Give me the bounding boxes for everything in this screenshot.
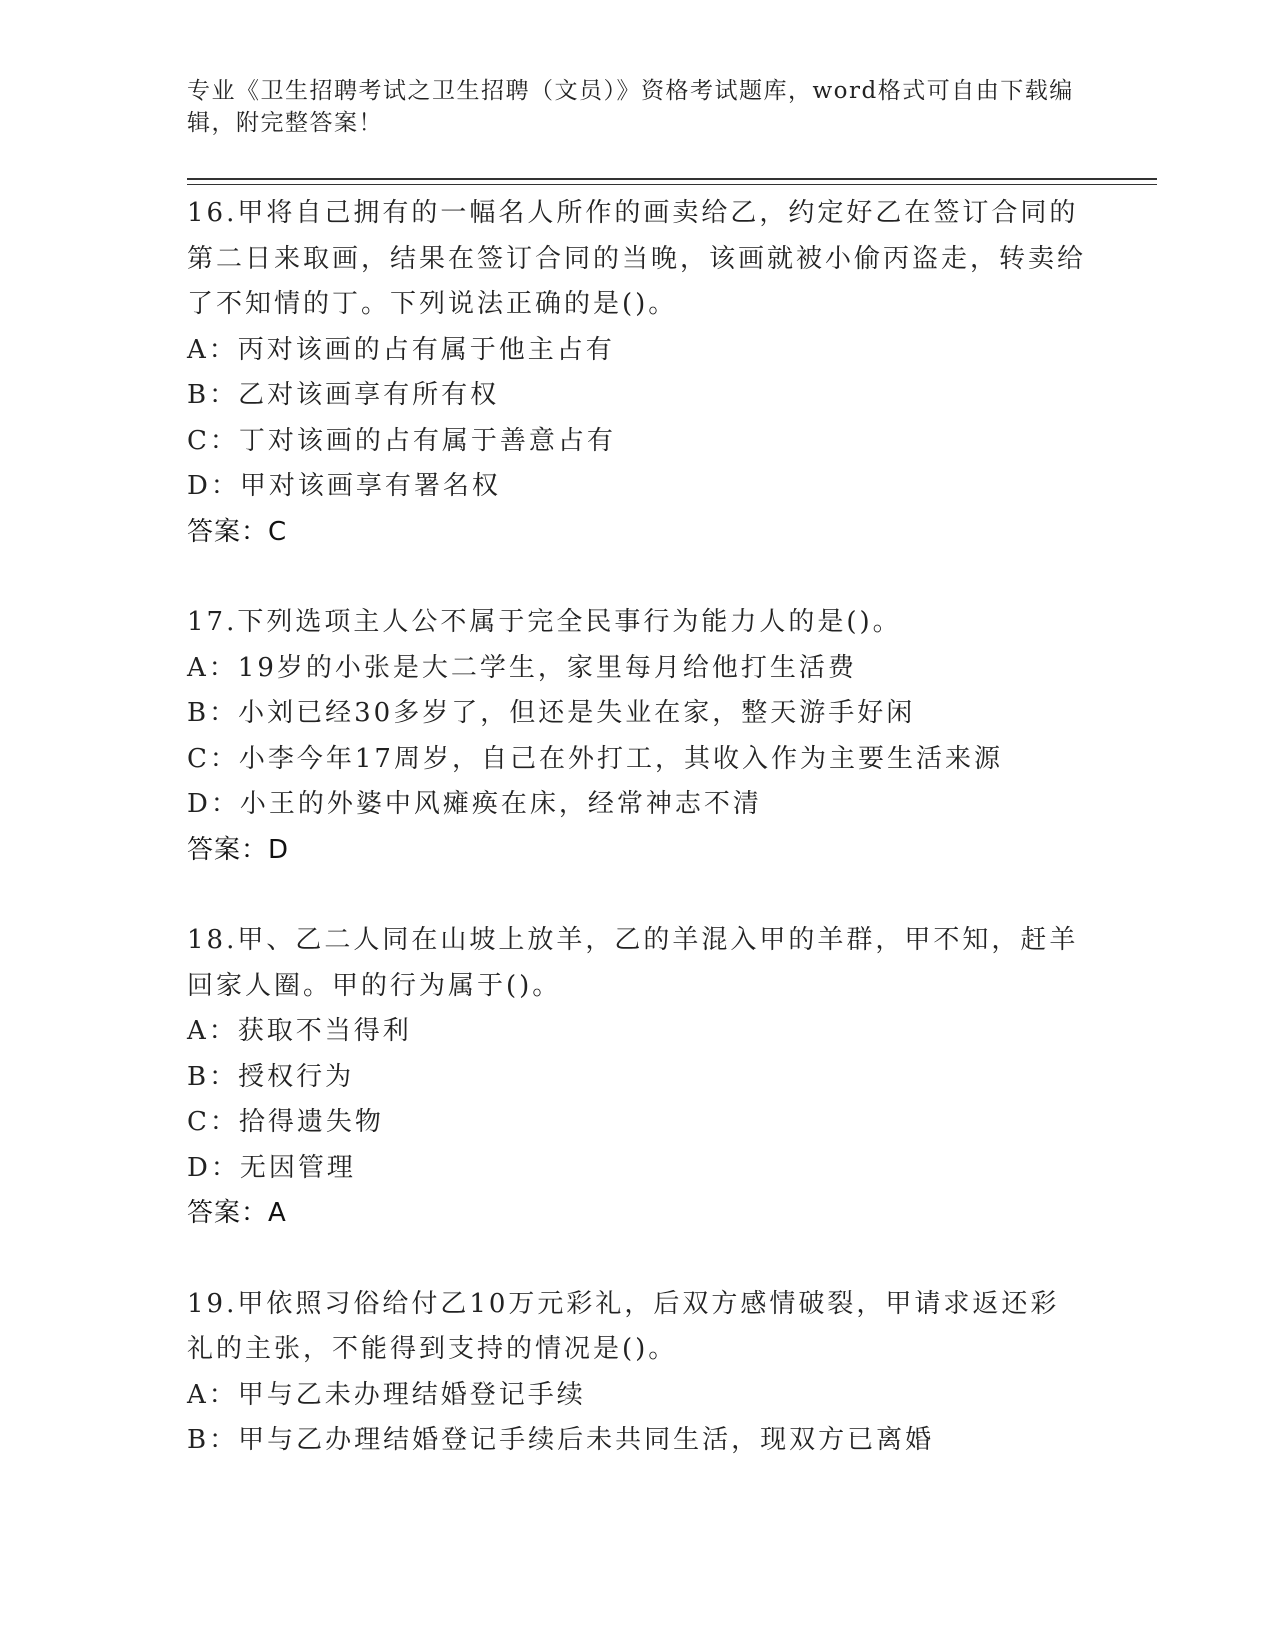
question-17 xyxy=(187,599,1087,873)
question-stem: 17.下列选项主人公不属于完全民事行为能力人的是()。 xyxy=(187,607,902,637)
question-stem: 19.甲依照习俗给付乙10万元彩礼，后双方感情破裂，甲请求返还彩礼的主张，不能得到支持的情况是()。 xyxy=(187,1288,1060,1364)
question-stem: 16.甲将自己拥有的一幅名人所作的画卖给乙，约定好乙在签订合同的第二日来取画，结果在签订合同的当晚，该画就被小偷丙盗走，转卖给了不知情的丁。下列说法正确的是()。 xyxy=(187,198,1087,319)
question-19 xyxy=(187,1281,1087,1464)
option-b: B：授权行为 xyxy=(187,1061,355,1092)
document-header: 专业《卫生招聘考试之卫生招聘（文员）》资格考试题库，word格式可自由下载编辑，附完整答案！ xyxy=(187,78,1074,136)
option-b: B：甲与乙办理结婚登记手续后未共同生活，现双方已离婚 xyxy=(187,1425,935,1455)
option-d: D：甲对该画享有署名权 xyxy=(187,471,501,501)
answer: 答案：C xyxy=(187,516,288,547)
question-list xyxy=(187,190,1087,1508)
option-a: A：19岁的小张是大二学生，家里每月给他打生活费 xyxy=(187,652,857,683)
answer: 答案：D xyxy=(187,834,290,865)
question-18 xyxy=(187,917,1087,1237)
option-b: B：小刘已经30多岁了，但还是失业在家，整天游手好闲 xyxy=(187,698,916,728)
option-c: C：小李今年17周岁，自己在外打工，其收入作为主要生活来源 xyxy=(187,743,1003,774)
option-a: A：甲与乙未办理结婚登记手续 xyxy=(187,1379,586,1410)
option-a: A：丙对该画的占有属于他主占有 xyxy=(187,334,615,365)
header-divider-thick xyxy=(187,178,1157,180)
option-d: D：无因管理 xyxy=(187,1152,356,1183)
option-c: C：拾得遗失物 xyxy=(187,1107,384,1137)
option-d: D：小王的外婆中风瘫痪在床，经常神志不清 xyxy=(187,789,762,819)
question-stem: 18.甲、乙二人同在山坡上放羊，乙的羊混入甲的羊群，甲不知，赶羊回家人圈。甲的行为属于()。 xyxy=(187,925,1079,1001)
answer: 答案：A xyxy=(187,1198,287,1228)
option-a: A：获取不当得利 xyxy=(187,1016,412,1046)
question-16 xyxy=(187,190,1087,555)
option-c: C：丁对该画的占有属于善意占有 xyxy=(187,425,616,456)
header-divider-thin xyxy=(187,184,1157,185)
option-b: B：乙对该画享有所有权 xyxy=(187,380,500,410)
